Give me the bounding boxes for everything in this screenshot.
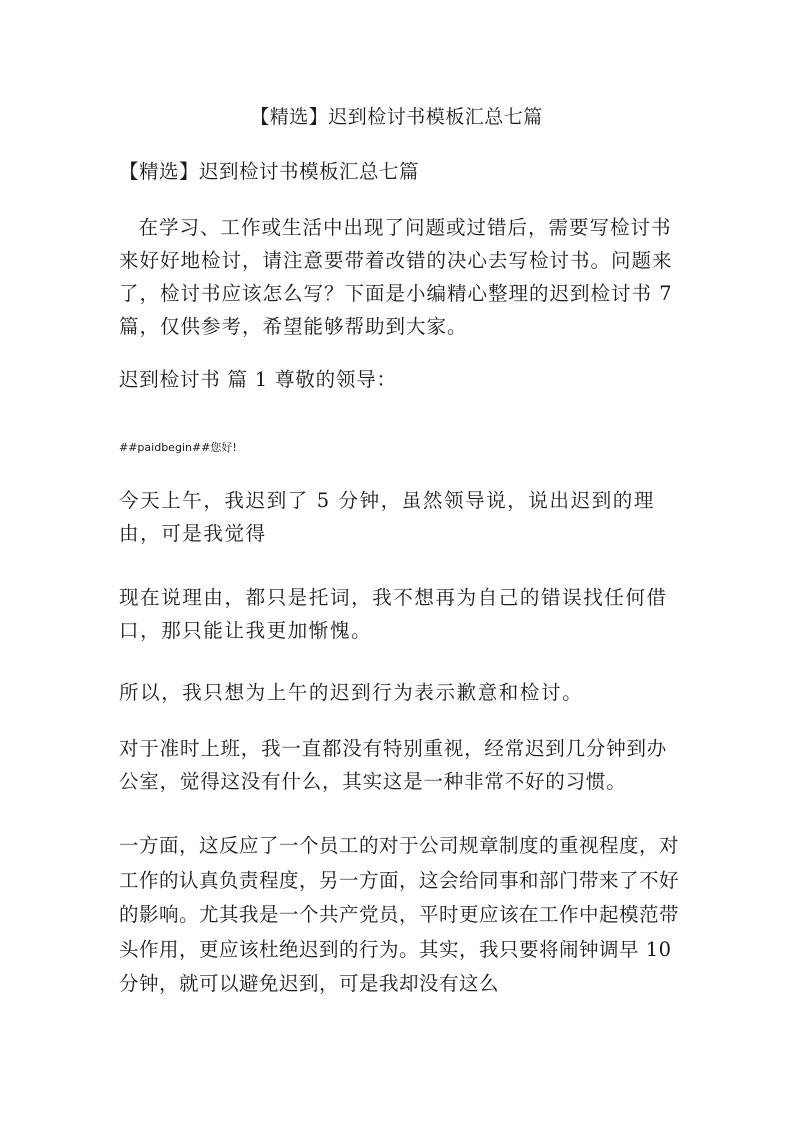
paid-marker: ##paidbegin##您好! [119,441,237,454]
body-paragraph-2: 现在说理由，都只是托词，我不想再为自己的错误找任何借口，那只能让我更加惭愧。 [119,586,668,642]
document-subtitle: 【精选】迟到检讨书模板汇总七篇 [119,160,420,183]
section-heading: 迟到检讨书 篇 1 尊敬的领导： [119,368,397,391]
body-paragraph-3: 所以，我只想为上午的迟到行为表示歉意和检讨。 [119,681,584,704]
body-paragraph-5: 一方面，这反应了一个员工的对于公司规章制度的重视程度，对工作的认真负责程度，另一方面，这会给同事和部门带来了不好的影响。尤其我是一个共产党员，平时更应该在工作中起模范带头作用，更应该杜绝迟到的行为。其实，我只要将闹钟调早 10 分钟，就可以避免迟到，可是我却没有这么 [119,834,680,995]
body-paragraph-1: 今天上午，我迟到了 5 分钟，虽然领导说，说出迟到的理由，可是我觉得 [119,489,656,545]
body-paragraph-4: 对于准时上班，我一直都没有特别重视，经常迟到几分钟到办公室，觉得这没有什么，其实这是一种非常不好的习惯。 [119,737,668,793]
document-title: 【精选】迟到检讨书模板汇总七篇 [250,106,543,128]
intro-paragraph: 在学习、工作或生活中出现了问题或过错后，需要写检讨书来好好地检讨，请注意要带着改错的决心去写检讨书。问题来了，检讨书应该怎么写？下面是小编精心整理的迟到检讨书 7 篇，仅供参考，希望能够帮助到大家。 [119,216,673,338]
